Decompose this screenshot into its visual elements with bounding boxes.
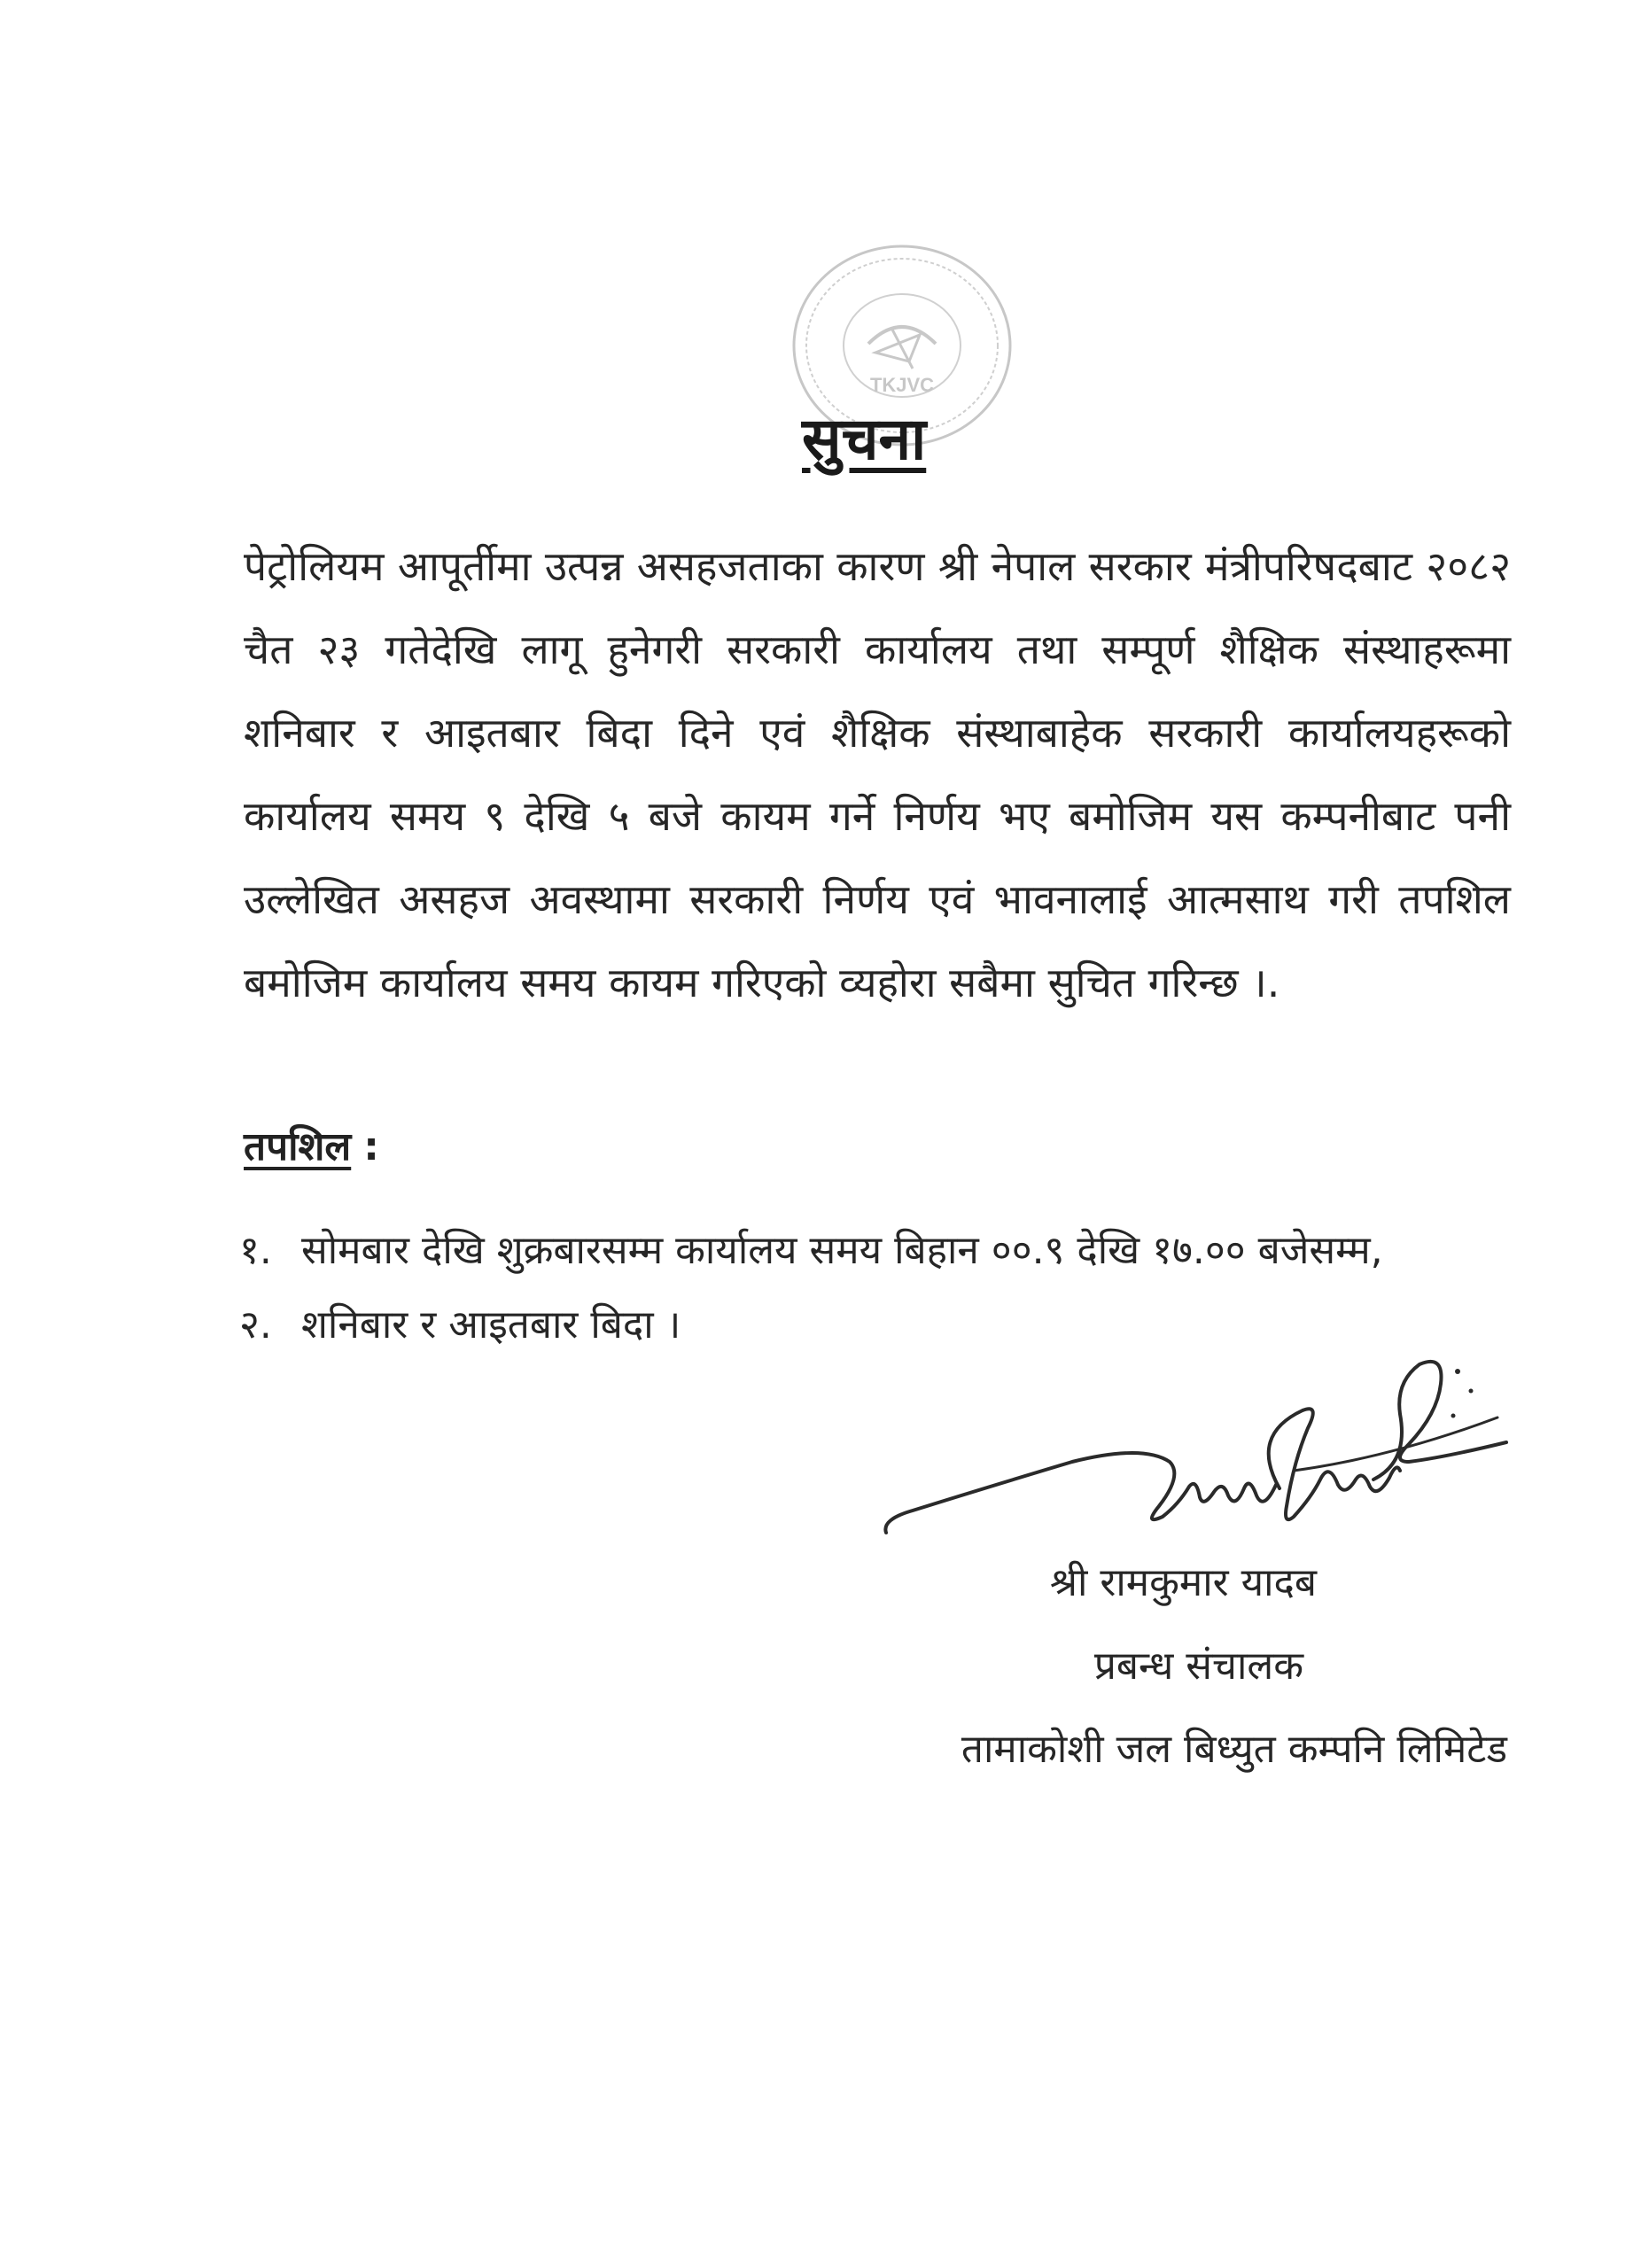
signatory-name: श्री रामकुमार यादब <box>1049 1560 1317 1605</box>
list-item-text: शनिबार र आइतबार बिदा । <box>301 1302 681 1348</box>
notice-title: सुचना <box>802 405 927 473</box>
handwritten-signature <box>877 1329 1515 1559</box>
signatory-organization: तामाकोशी जल बिध्युत कम्पनि लिमिटेड <box>961 1727 1507 1772</box>
signatory-block <box>710 1542 1507 1791</box>
details-heading <box>244 1118 379 1171</box>
list-item-number: १. <box>239 1228 272 1273</box>
notice-body: पेट्रोलियम आपूर्तीमा उत्पन्न असहजताका कारण श्री नेपाल सरकार मंत्रीपरिषदबाट २०८२ चैत २३ गतेदेखि लागू हुनेगरी सरकारी कार्यालय तथा सम्पूर्ण शैक्षिक संस्थाहरूमा शनिबार र आइतबार बिदा दिने एवं शैक्षिक संस्थाबाहेक सरकारी कार्यालयहरूको कार्यालय समय ९ देखि ५ बजे कायम गर्ने निर्णय भए बमोजिम यस कम्पनीबाट पनी उल्लेखित असहज अवस्थामा सरकारी निर्णय एवं भावनालाई आत्मसाथ गरी तपशिल बमोजिम कार्यालय समय कायम गरिएको व्यहोरा सबैमा सुचित गरिन्छ ।. <box>244 542 1511 1006</box>
details-heading-label: तपशिल <box>244 1124 352 1169</box>
list-item <box>239 1214 1568 1288</box>
svg-text:TKJVC: TKJVC <box>869 374 935 396</box>
list-item-number: २. <box>239 1302 272 1348</box>
details-heading-colon: : <box>363 1124 379 1169</box>
list-item-text: सोमबार देखि शुक्रबारसम्म कार्यालय समय बिहान ००.९ देखि १७.०० बजेसम्म, <box>301 1228 1383 1273</box>
signatory-designation: प्रबन्ध संचालक <box>1093 1643 1303 1689</box>
